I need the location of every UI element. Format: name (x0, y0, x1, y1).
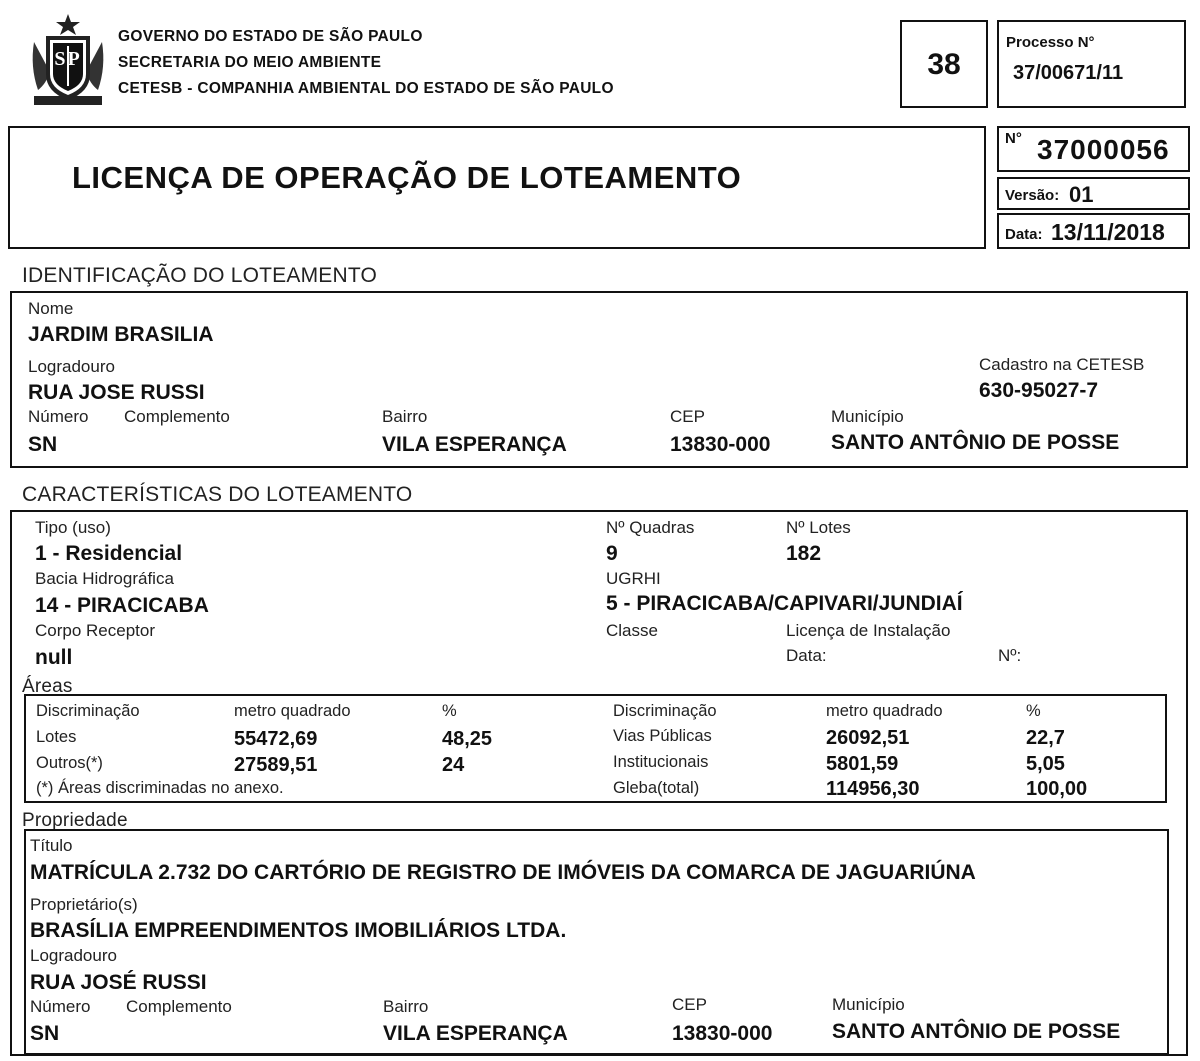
license-number: 37000056 (1037, 134, 1170, 165)
date-box (997, 213, 1190, 249)
prop-logradouro-label: Logradouro (30, 946, 117, 965)
tipo-value: 1 - Residencial (35, 542, 183, 565)
prop-numero-label: Número (30, 997, 91, 1016)
areas-header-pct-left: % (442, 702, 457, 720)
nome-value: JARDIM BRASILIA (28, 323, 214, 346)
lotes-value: 182 (786, 542, 822, 565)
corpo-receptor-value: null (35, 646, 73, 669)
table-row-lotes-m2: 55472,69 (234, 728, 318, 750)
identificacao-box (10, 291, 1188, 468)
ugrhi-value: 5 - PIRACICABA/CAPIVARI/JUNDIAÍ (606, 592, 963, 615)
prop-cep-value: 13830-000 (672, 1022, 773, 1045)
prop-bairro-label: Bairro (383, 997, 429, 1016)
tipo-label: Tipo (uso) (35, 518, 111, 537)
cadastro-value: 630-95027-7 (979, 379, 1099, 402)
municipio-label: Município (831, 407, 904, 426)
license-number-box (997, 126, 1190, 172)
areas-header-disc-right: Discriminação (613, 702, 717, 720)
table-row-gleba-pct: 100,00 (1026, 778, 1088, 800)
header-line-secretariat: SECRETARIA DO MEIO AMBIENTE (118, 54, 382, 71)
numero-label: Número (28, 407, 89, 426)
propriedade-box (24, 829, 1169, 1055)
titulo-value: MATRÍCULA 2.732 DO CARTÓRIO DE REGISTRO DE IMÓVEIS DA COMARCA DE JAGUARIÚNA (30, 861, 976, 884)
licenca-numero-label: Nº: (998, 646, 1022, 665)
areas-header-m2-right: metro quadrado (826, 702, 943, 720)
logradouro-value: RUA JOSE RUSSI (28, 381, 205, 404)
table-row-vias-m2: 26092,51 (826, 727, 910, 749)
state-crest-logo (28, 12, 108, 108)
table-row-vias-disc: Vias Públicas (613, 727, 712, 745)
prop-municipio-value: SANTO ANTÔNIO DE POSSE (832, 1020, 1121, 1043)
table-row-institucionais-m2: 5801,59 (826, 753, 899, 775)
bairro-label: Bairro (382, 407, 428, 426)
section-title-caracteristicas: CARACTERÍSTICAS DO LOTEAMENTO (22, 483, 413, 506)
table-row-outros-disc: Outros(*) (36, 754, 103, 772)
proprietario-value: BRASÍLIA EMPREENDIMENTOS IMOBILIÁRIOS LTDA. (30, 919, 567, 942)
date-value: 13/11/2018 (1051, 219, 1165, 245)
table-row-outros-m2: 27589,51 (234, 754, 318, 776)
logradouro-label: Logradouro (28, 357, 115, 376)
header-line-government: GOVERNO DO ESTADO DE SÃO PAULO (118, 28, 423, 45)
areas-header-m2-left: metro quadrado (234, 702, 351, 720)
page-number-box (900, 20, 988, 108)
classe-label: Classe (606, 621, 658, 640)
licenca-instalacao-label: Licença de Instalação (786, 621, 951, 640)
areas-header-disc-left: Discriminação (36, 702, 140, 720)
licenca-data-label: Data: (786, 646, 827, 665)
quadras-label: Nº Quadras (606, 518, 695, 537)
section-title-propriedade: Propriedade (22, 810, 128, 831)
table-row-gleba-disc: Gleba(total) (613, 779, 700, 797)
municipio-value: SANTO ANTÔNIO DE POSSE (831, 431, 1120, 454)
crest-letters: SP (54, 48, 82, 70)
section-title-areas: Áreas (22, 676, 73, 697)
processo-label: Processo N° (1006, 34, 1095, 51)
table-row-institucionais-disc: Institucionais (613, 753, 709, 771)
lotes-label: Nº Lotes (786, 518, 851, 537)
cep-value: 13830-000 (670, 433, 771, 456)
table-row-lotes-disc: Lotes (36, 728, 77, 746)
bairro-value: VILA ESPERANÇA (382, 433, 567, 456)
cep-label: CEP (670, 407, 705, 426)
table-row-vias-pct: 22,7 (1026, 727, 1065, 749)
titulo-label: Título (30, 836, 73, 855)
complemento-label: Complemento (124, 407, 230, 426)
table-row-institucionais-pct: 5,05 (1026, 753, 1065, 775)
table-row-lotes-pct: 48,25 (442, 728, 493, 750)
title-box (8, 126, 986, 249)
prop-cep-label: CEP (672, 995, 707, 1014)
prop-numero-value: SN (30, 1022, 60, 1045)
section-title-identificacao: IDENTIFICAÇÃO DO LOTEAMENTO (22, 264, 378, 287)
header-line-cetesb: CETESB - COMPANHIA AMBIENTAL DO ESTADO DE SÃO PAULO (118, 80, 614, 97)
nome-label: Nome (28, 299, 74, 318)
areas-table (24, 694, 1167, 803)
proprietario-label: Proprietário(s) (30, 895, 138, 914)
processo-value: 37/00671/11 (1013, 62, 1124, 84)
quadras-value: 9 (606, 542, 618, 565)
document-title: LICENÇA DE OPERAÇÃO DE LOTEAMENTO (72, 160, 742, 195)
prop-municipio-label: Município (832, 995, 905, 1014)
date-label: Data: (1005, 226, 1043, 243)
corpo-receptor-label: Corpo Receptor (35, 621, 156, 640)
areas-footnote: (*) Áreas discriminadas no anexo. (36, 779, 284, 797)
numero-value: SN (28, 433, 58, 456)
table-row-outros-pct: 24 (442, 754, 465, 776)
prop-complemento-label: Complemento (126, 997, 232, 1016)
version-box (997, 177, 1190, 210)
page-number: 38 (927, 48, 961, 81)
prop-logradouro-value: RUA JOSÉ RUSSI (30, 971, 207, 994)
prop-bairro-value: VILA ESPERANÇA (383, 1022, 568, 1045)
processo-box (997, 20, 1186, 108)
license-number-label: N° (1005, 130, 1022, 147)
version-value: 01 (1069, 182, 1094, 207)
table-row-gleba-m2: 114956,30 (826, 778, 920, 800)
version-label: Versão: (1005, 187, 1060, 204)
bacia-label: Bacia Hidrográfica (35, 569, 174, 588)
ugrhi-label: UGRHI (606, 569, 661, 588)
cadastro-label: Cadastro na CETESB (979, 355, 1145, 374)
areas-header-pct-right: % (1026, 702, 1041, 720)
bacia-value: 14 - PIRACICABA (35, 594, 209, 617)
